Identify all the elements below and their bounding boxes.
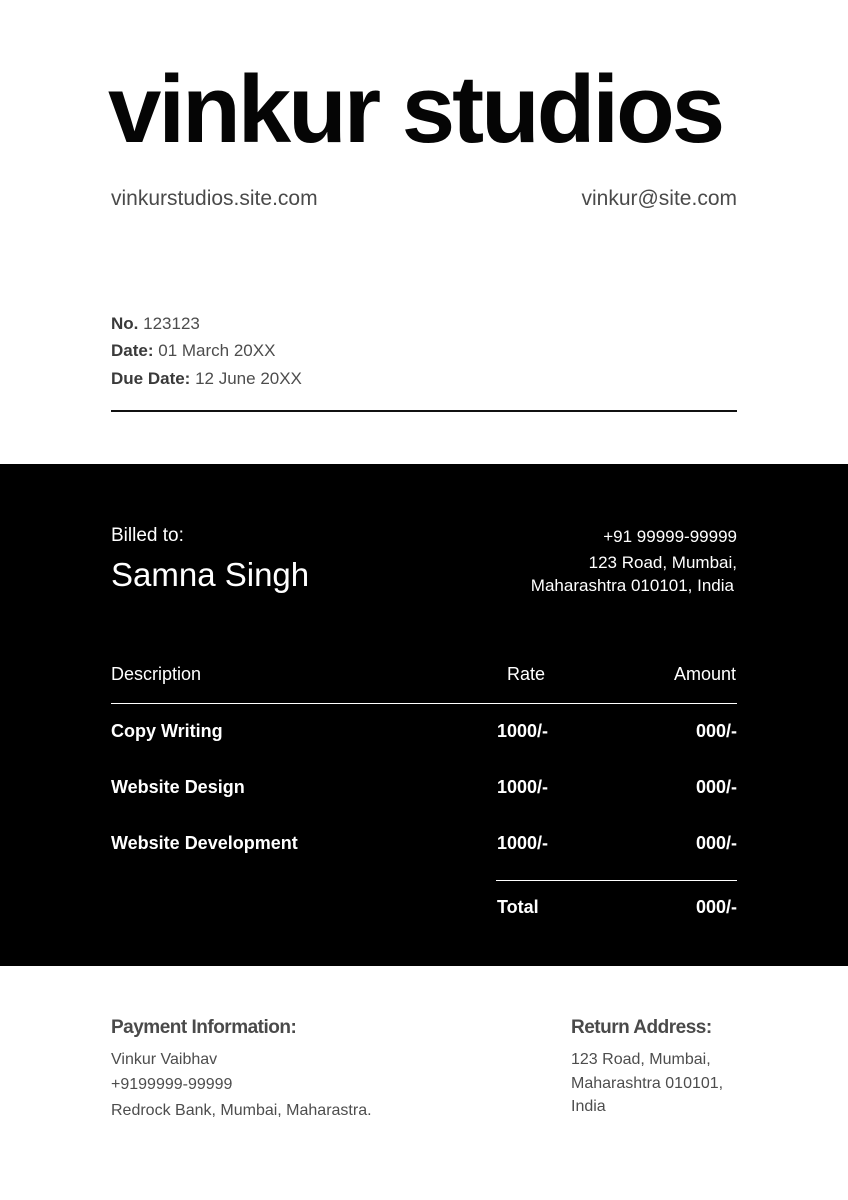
column-header-amount: Amount <box>673 664 736 684</box>
table-row-amount: 000/- <box>695 777 737 797</box>
column-header-rate: Rate <box>507 664 546 684</box>
website-link[interactable]: vinkurstudios.site.com <box>111 187 318 210</box>
payment-bank: Redrock Bank, Mumbai, Maharastra. <box>111 1102 372 1119</box>
return-address-line3: India <box>571 1098 606 1115</box>
table-header-divider <box>111 703 737 704</box>
invoice-date-value: 01 March 20XX <box>158 341 276 360</box>
due-date <box>111 369 302 389</box>
invoice-date-label: Date: <box>111 341 154 360</box>
table-row-description: Website Design <box>111 777 245 797</box>
invoice-number-value: 123123 <box>143 314 200 333</box>
return-address-line1: 123 Road, Mumbai, <box>571 1051 711 1068</box>
client-phone: +91 99999-99999 <box>603 527 737 546</box>
table-row-amount: 000/- <box>695 833 737 853</box>
return-address-line2: Maharashtra 010101, <box>571 1075 724 1092</box>
client-address-line1: 123 Road, Mumbai, <box>588 553 737 572</box>
invoice-date <box>111 341 275 361</box>
client-address-line2: Maharashtra 010101, India <box>530 576 734 595</box>
header-divider <box>111 410 737 412</box>
table-row-rate: 1000/- <box>497 833 549 853</box>
total-label: Total <box>497 897 539 917</box>
total-divider <box>496 880 737 881</box>
total-value: 000/- <box>695 897 737 917</box>
due-date-value: 12 June 20XX <box>195 369 302 388</box>
brand-title: vinkur studios <box>108 56 723 163</box>
payment-phone: +9199999-99999 <box>111 1076 233 1093</box>
due-date-label: Due Date: <box>111 369 191 388</box>
table-row-rate: 1000/- <box>497 721 549 741</box>
return-address-heading: Return Address: <box>571 1017 712 1038</box>
table-row-description: Copy Writing <box>111 721 223 741</box>
column-header-description: Description <box>111 664 202 684</box>
client-name: Samna Singh <box>111 556 310 593</box>
email-link[interactable]: vinkur@site.com <box>581 187 737 210</box>
invoice-number-label: No. <box>111 314 139 333</box>
table-row-description: Website Development <box>111 833 298 853</box>
table-row-rate: 1000/- <box>497 777 549 797</box>
billed-to-label: Billed to: <box>111 525 184 546</box>
payment-info-heading: Payment Information: <box>111 1017 297 1038</box>
table-row-amount: 000/- <box>695 721 737 741</box>
invoice-number <box>111 314 200 334</box>
payment-name: Vinkur Vaibhav <box>111 1051 218 1068</box>
